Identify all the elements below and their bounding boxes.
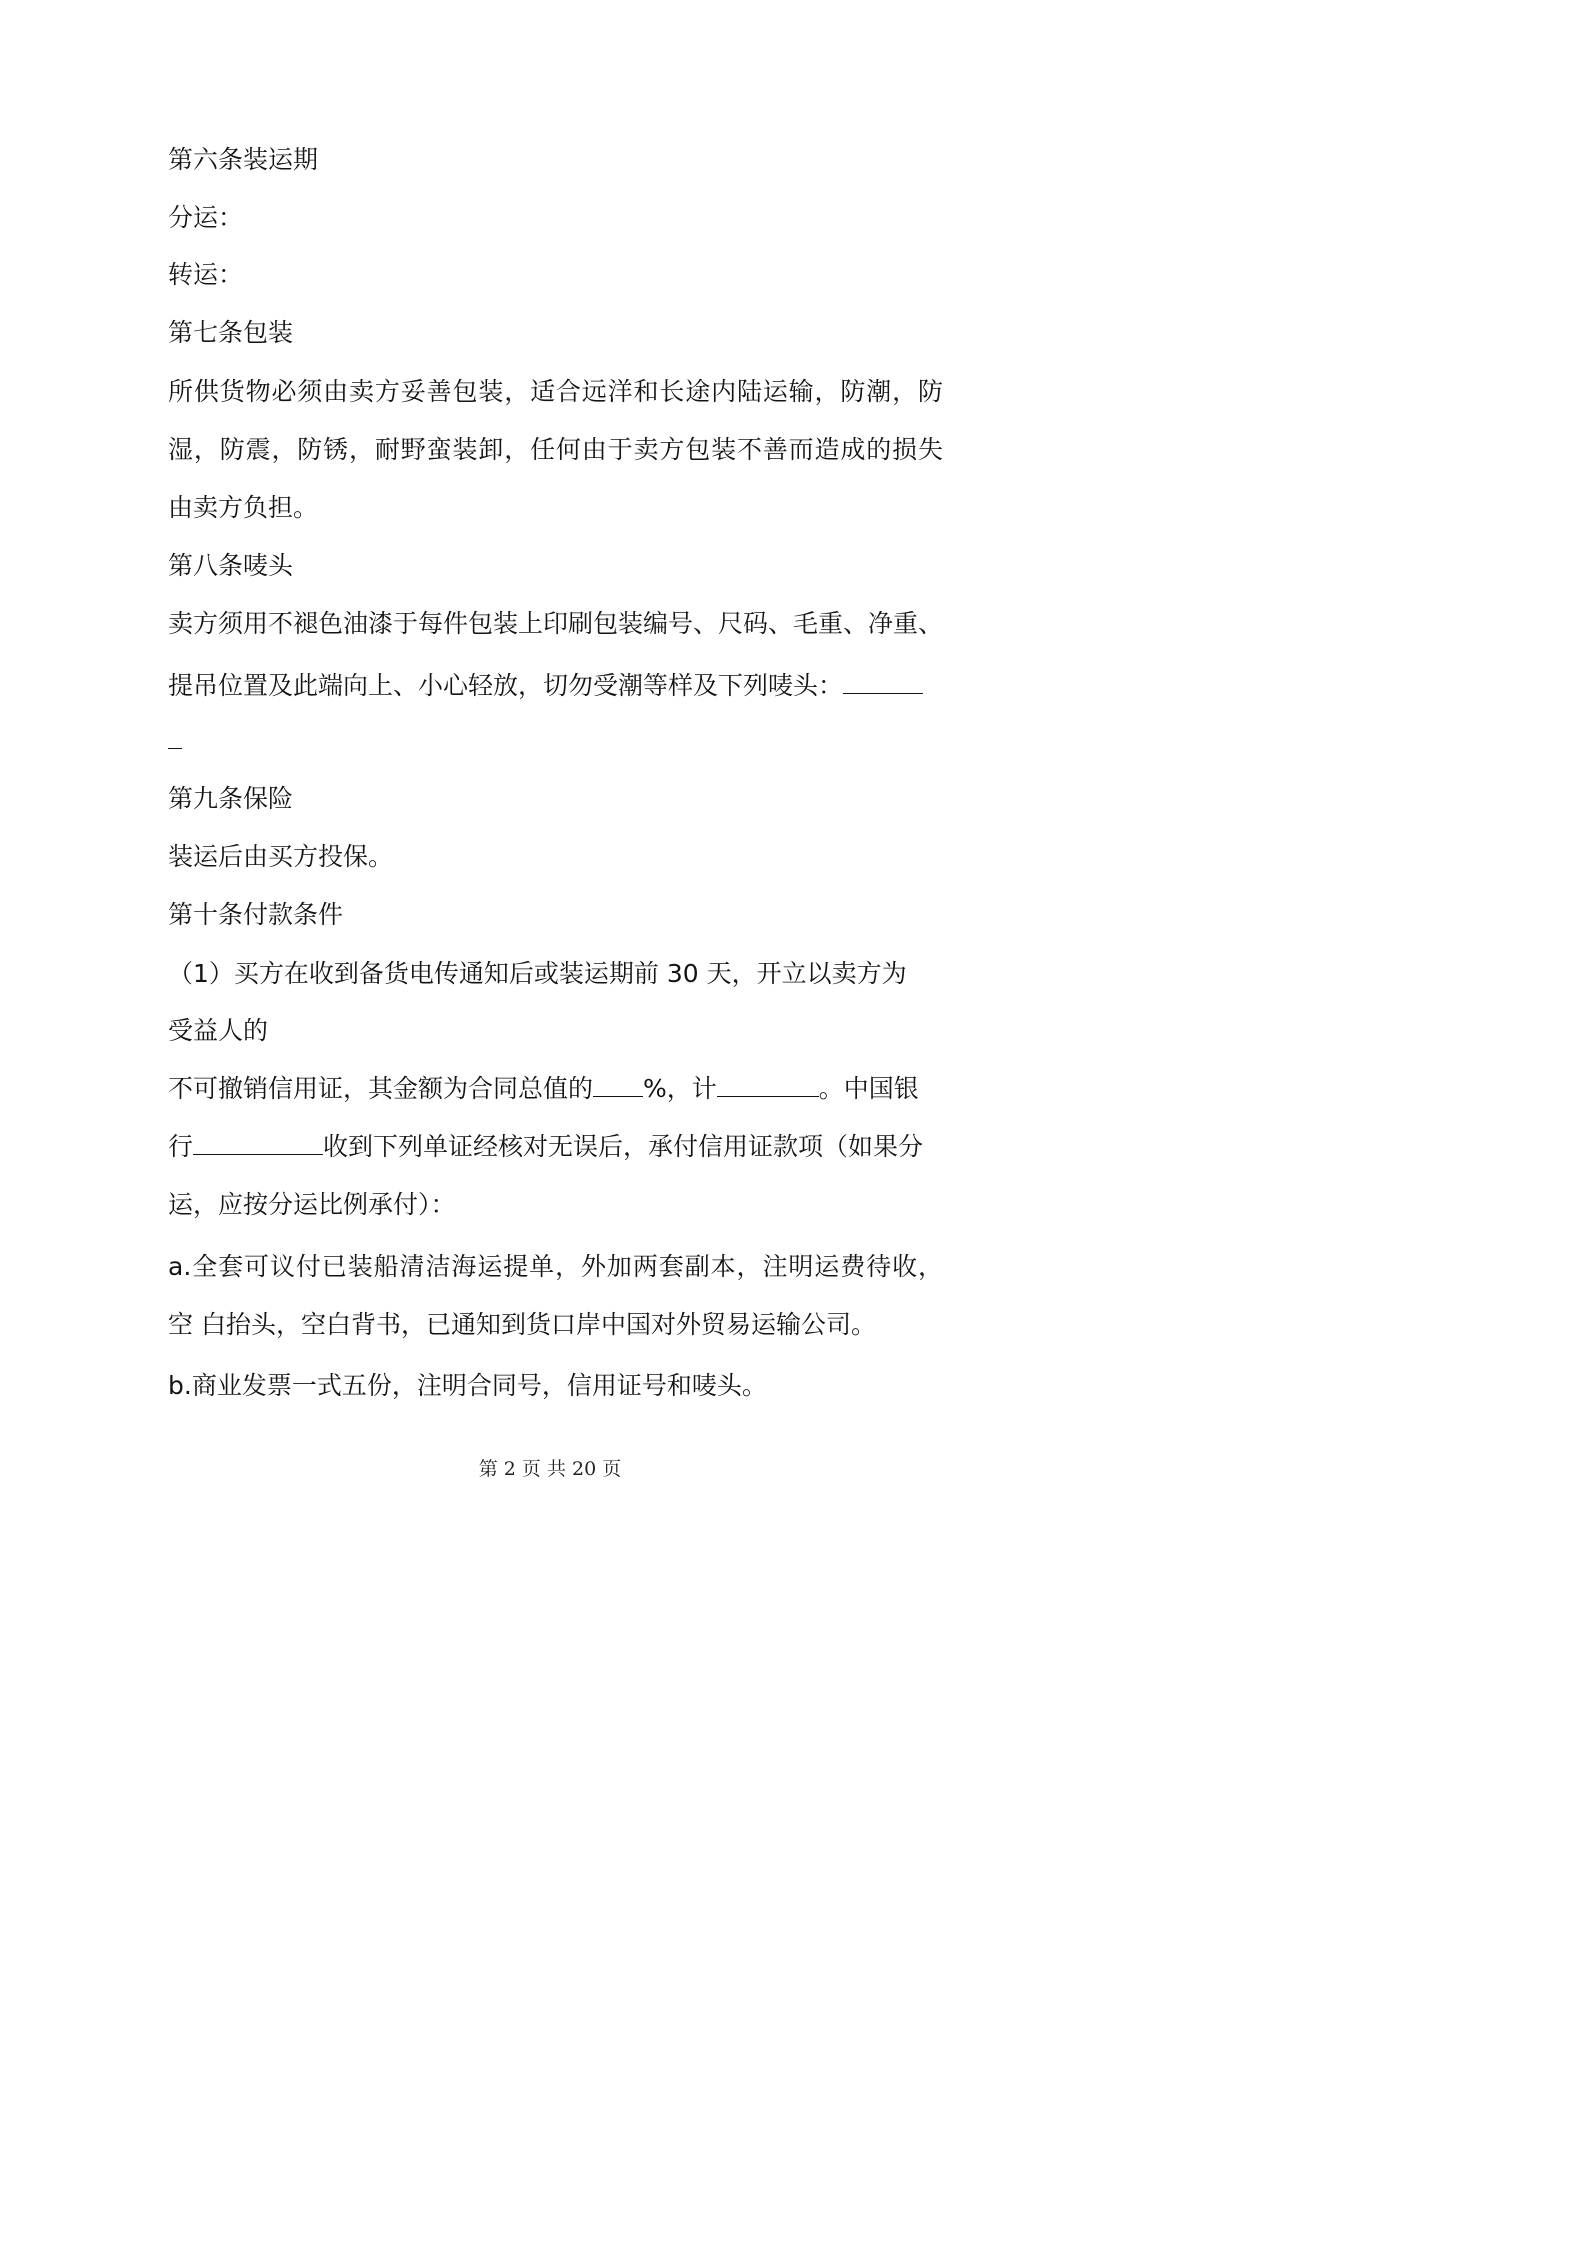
article-8-paragraph-line-2 [168,669,923,703]
transshipment-label: 转运： [168,260,244,289]
page-footer [0,1457,1100,1481]
article-6-heading: 第六条装运期 [168,145,319,174]
document-page [0,0,1100,1556]
payment-item-1-line-4-part-b: 收到下列单证经核对无误后，承付信用证款项（如果分 [323,1132,924,1161]
article-8-paragraph-line-1: 卖方须用不褪色油漆于每件包装上印刷包装编号、尺码、毛重、净重、 [168,609,944,638]
payment-item-1-line-1: （1）买方在收到备货电传通知后或装运期前 30 天，开立以卖方为 [168,959,907,988]
payment-item-1-line-3-part-a: 不可撤销信用证，其金额为合同总值的 [168,1074,594,1103]
payment-item-1-line-4-part-a: 行 [168,1132,194,1161]
partial-shipment-label: 分运： [168,203,244,232]
article-7-paragraph-line-2: 湿，防震，防锈，耐野蛮装卸，任何由于卖方包装不善而造成的损失 [168,435,943,464]
article-7-paragraph-line-3: 由卖方负担。 [168,493,319,522]
document-a-line-2: 空 白抬头，空白背书，已通知到货口岸中国对外贸易运输公司。 [168,1310,876,1339]
article-8-heading: 第八条唛头 [168,551,294,580]
shipping-mark-blank [843,671,923,694]
document-a-line-1: a.全套可议付已装船清洁海运提单，外加两套副本，注明运费待收， [168,1252,943,1281]
bank-name-blank [193,1132,323,1155]
payment-item-1-line-2: 受益人的 [168,1016,269,1045]
shipping-mark-blank-tail [168,726,182,749]
shipping-mark-blank-continued [168,724,182,758]
article-9-heading: 第九条保险 [168,784,294,813]
page-number-label: 第 2 页 共 20 页 [478,1458,622,1480]
payment-item-1-line-3-part-c: 。中国银 [818,1074,919,1103]
percentage-blank [593,1074,643,1097]
article-7-paragraph-line-1: 所供货物必须由卖方妥善包装，适合远洋和长途内陆运输，防潮，防 [168,377,943,406]
document-b-line-1: b.商业发票一式五份，注明合同号，信用证号和唛头。 [168,1371,767,1400]
payment-item-1-line-4 [168,1130,923,1164]
article-9-paragraph-line-1: 装运后由买方投保。 [168,842,394,871]
payment-item-1-line-3-part-b: %，计 [643,1074,717,1103]
article-8-paragraph-line-2-text: 提吊位置及此端向上、小心轻放，切勿受潮等样及下列唛头： [168,671,844,700]
payment-item-1-line-5: 运，应按分运比例承付）： [168,1190,456,1219]
amount-blank [717,1074,819,1097]
article-10-heading: 第十条付款条件 [168,900,344,929]
payment-item-1-line-3 [168,1072,919,1106]
article-7-heading: 第七条包装 [168,318,294,347]
